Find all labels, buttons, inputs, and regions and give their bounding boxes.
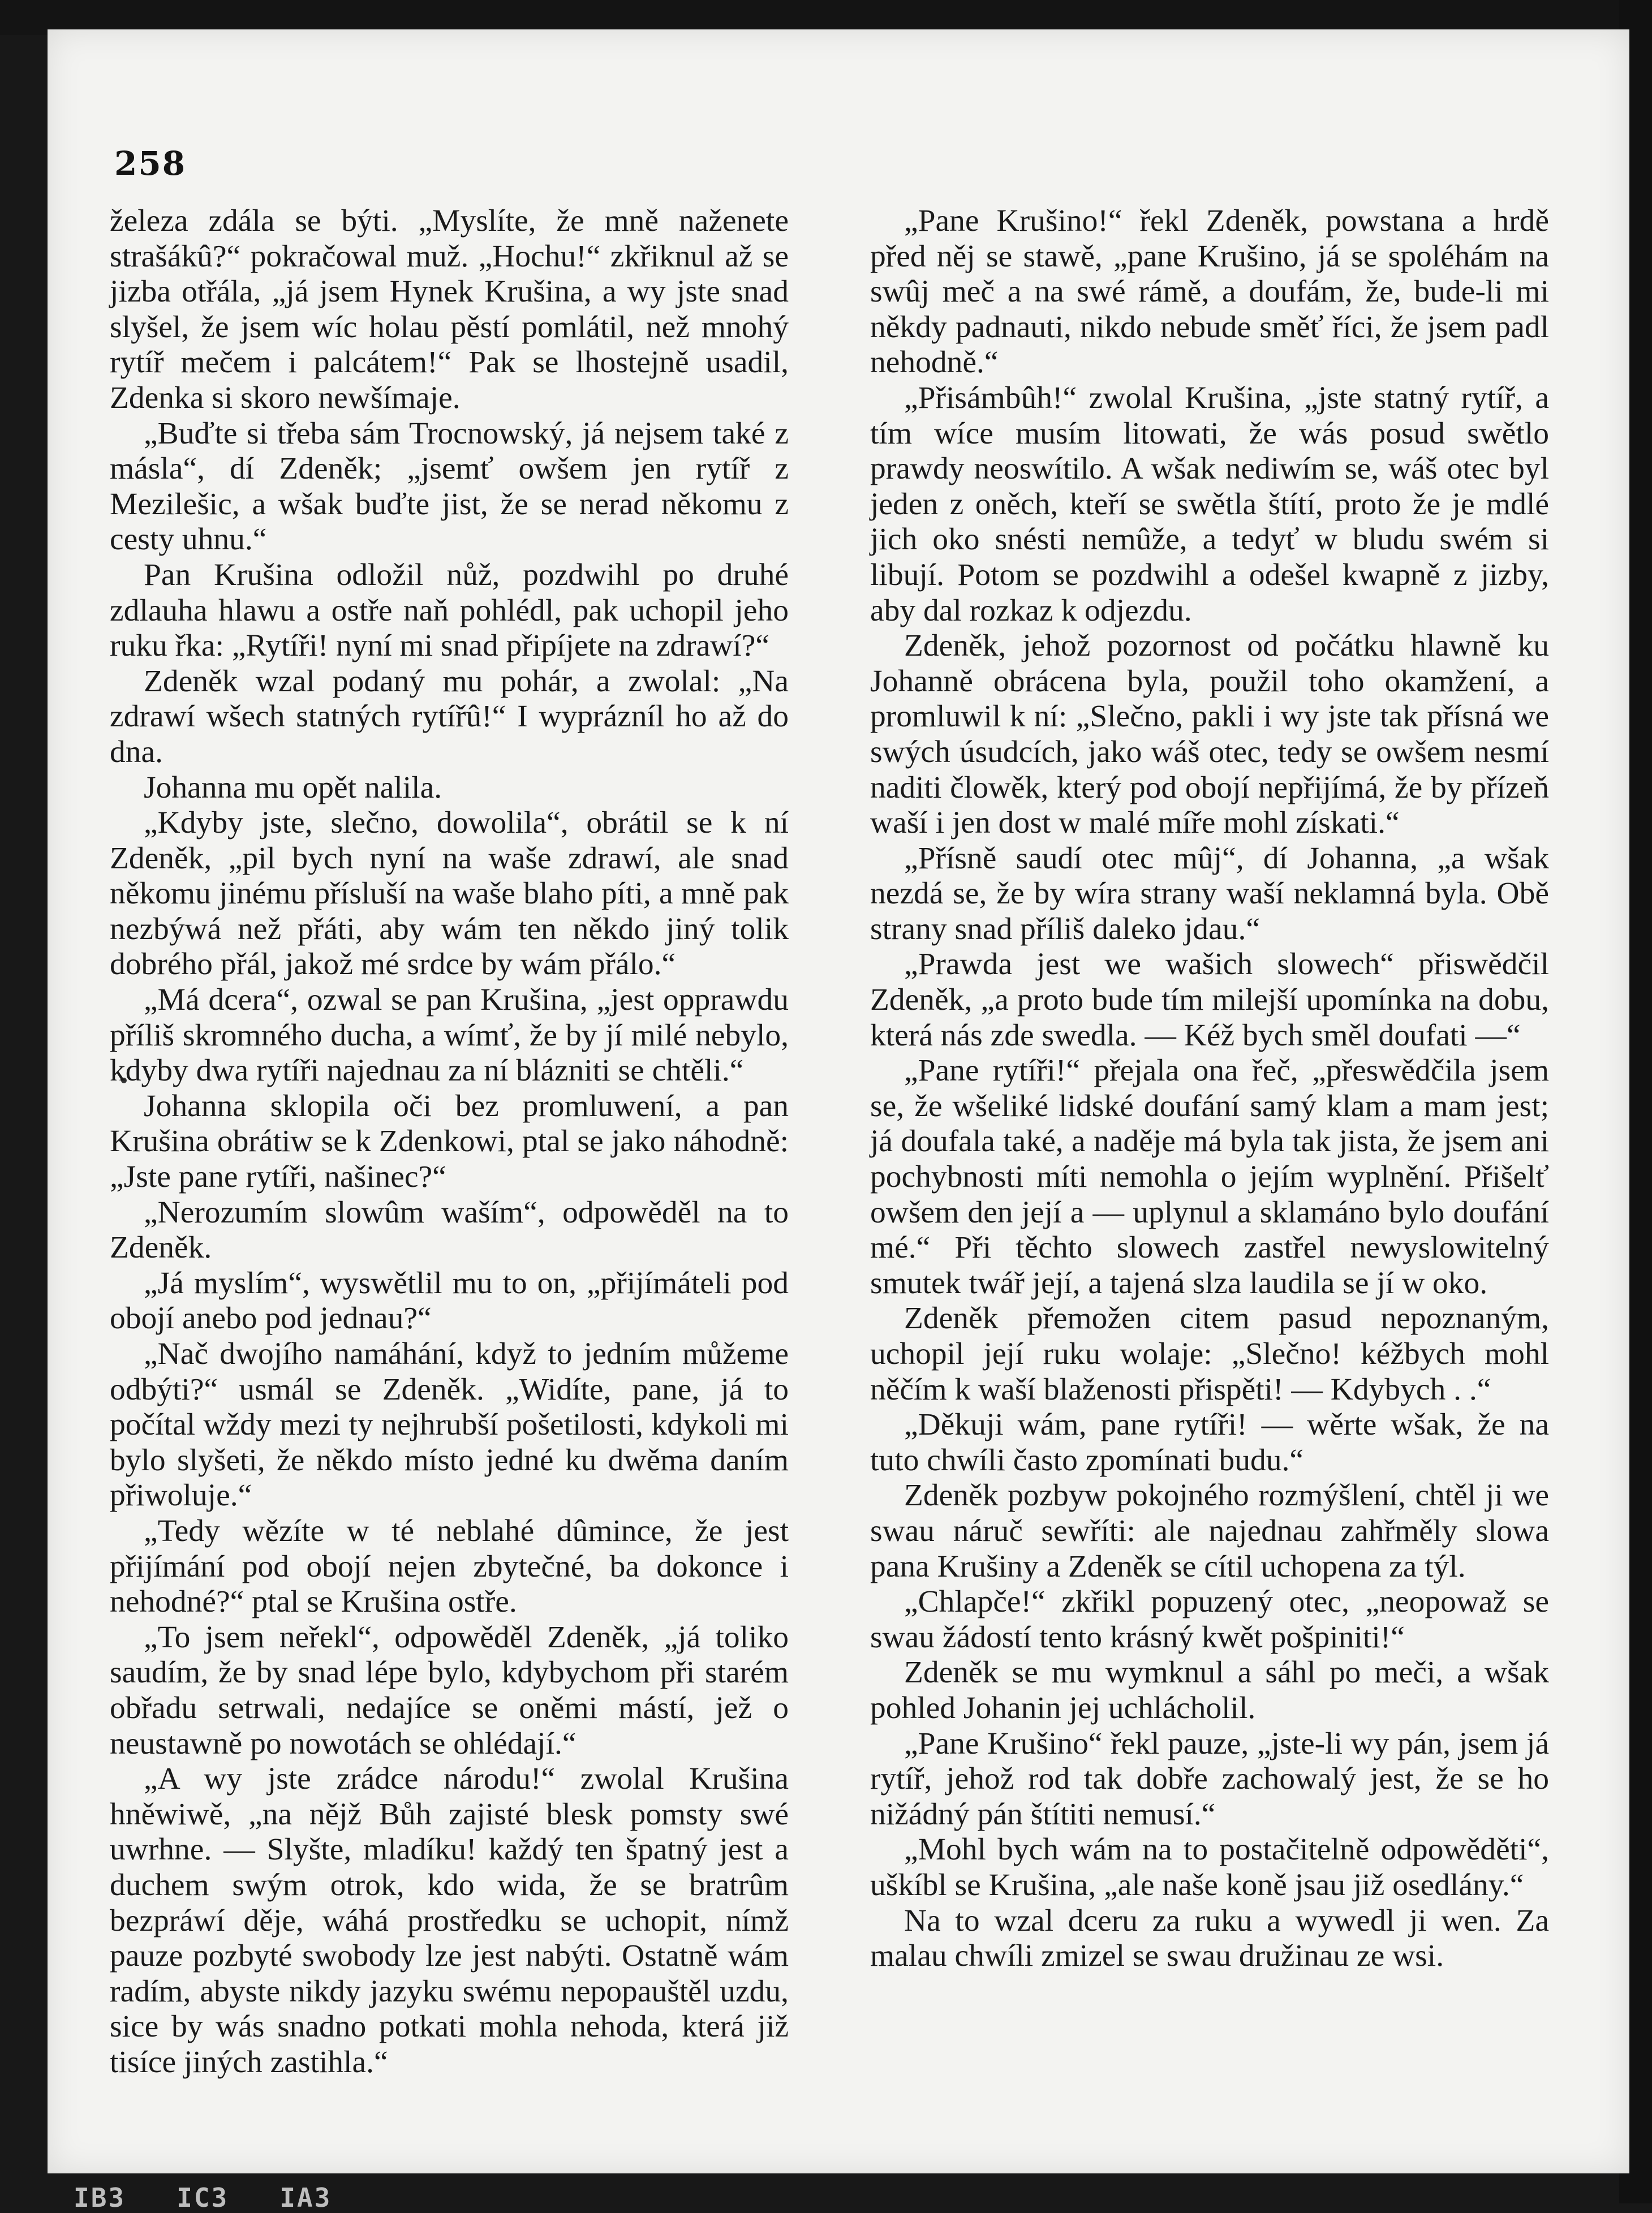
paragraph: železa zdála se býti. „Myslíte, že mně naženete strašákû?“ pokračowal muž. „Hochu!“ zkřiknul až se jizba otřála, „já jsem Hynek Krušina, a wy jste snad slyšel, že jsem wíc holau pěstí pomlátil, než mnohý rytíř mečem i palcátem!“ Pak se lhostejně usadil, Zdenka si skoro newšímaje. <box>110 204 789 415</box>
paragraph: „Mohl bych wám na to postačitelně odpowěděti“, uškíbl se Krušina, „ale naše koně jsau již osedlány.“ <box>870 1832 1549 1902</box>
paragraph: „To jsem neřekl“, odpowěděl Zdeněk, „já toliko saudím, že by snad lépe bylo, kdybychom při starém obřadu setrwali, nedajíce se oněmi mástí, jež o neustawně po nowotách se ohlédají.“ <box>110 1620 789 1761</box>
paragraph: Zdeněk wzal podaný mu pohár, a zwolal: „Na zdrawí wšech statných rytířû!“ I wyprázníl ho až do dna. <box>110 664 789 769</box>
page-number: 258 <box>114 144 187 183</box>
scan-label: IC3 <box>177 2182 229 2213</box>
paragraph: Zdeněk přemožen citem pasud nepoznaným, uchopil její ruku wolaje: „Slečno! kéžbych mohl něčím k waší blaženosti přispěti! — Kdybych . .“ <box>870 1301 1549 1407</box>
paragraph: Zdeněk pozbyw pokojného rozmýšlení, chtěl ji we swau náruč sewříti: ale najednau zahřměly slowa pana Krušiny a Zdeněk se cítil uchopena za týl. <box>870 1478 1549 1584</box>
paragraph: „Tedy wězíte w té neblahé dûmince, že jest přijímání pod obojí nejen zbytečné, ba dokonce i nehodné?“ ptal se Krušina ostře. <box>110 1513 789 1620</box>
paragraph: „A wy jste zrádce národu!“ zwolal Krušina hněwiwě, „na nějž Bůh zajisté blesk pomsty swé uwrhne. — Slyšte, mladíku! každý ten špatný jest a duchem swým otrok, kdo wida, že se bratrûm bezpráwí děje, wáhá prostředku se uchopit, nímž pauze pozbyté swobody lze jest nabýti. Ostatně wám radím, abyste nikdy jazyku swému nepopauštěl uzdu, sice by wás snadno potkati mohla nehoda, která již tisíce jiných zastihla.“ <box>110 1762 789 2079</box>
paragraph: „Pane Krušino!“ řekl Zdeněk, powstana a hrdě před něj se stawě, „pane Krušino, já se spoléhám na swûj meč a na swé rámě, a doufám, že, bude-li mi někdy padnauti, nikdo nebude směť říci, že jsem padl nehodně.“ <box>870 204 1549 380</box>
paragraph: „Kdyby jste, slečno, dowolila“, obrátil se k ní Zdeněk, „pil bych nyní na waše zdrawí, ale snad někomu jinému přísluší na waše blaho píti, a mně pak nezbýwá než přáti, aby wám ten někdo jiný tolik dobrého přál, jakož mé srdce by wám přálo.“ <box>110 806 789 982</box>
paragraph: „Pane rytíři!“ přejala ona řeč, „přeswědčila jsem se, že wšeliké lidské doufání samý klam a mam jest; já doufala také, a naděje má byla tak jista, že jsem ani pochybnosti míti nemohla o jejím wyplnění. Přišelť owšem den její a — uplynul a sklamáno bylo doufání mé.“ Při těchto slowech zastřel newyslowitelný smutek twář její, a tajená slza laudila se jí w oko. <box>870 1053 1549 1301</box>
paragraph: „Přisámbûh!“ zwolal Krušina, „jste statný rytíř, a tím wíce musím litowati, že wás posud swětlo prawdy neoswítilo. A wšak nediwím se, wáš otec byl jeden z oněch, kteří se swětla štítí, proto že je mdlé jich oko snésti nemûže, a tedyť w bludu swém si libují. Potom se pozdwihl a odešel kwapně z jizby, aby dal rozkaz k odjezdu. <box>870 380 1549 628</box>
scan-frame-labels <box>74 2182 332 2213</box>
scan-label: IB3 <box>74 2182 126 2213</box>
paragraph: „Buďte si třeba sám Trocnowský, já nejsem také z másla“, dí Zdeněk; „jsemť owšem jen rytíř z Mezilešic, a wšak buďte jist, že se nerad někomu z cesty uhnu.“ <box>110 416 789 557</box>
paragraph: Johanna sklopila oči bez promluwení, a pan Krušina obrátiw se k Zdenkowi, ptal se jako náhodně: „Jste pane rytíři, našinec?“ <box>110 1088 789 1195</box>
right-text-column <box>870 204 1549 1974</box>
left-text-column <box>110 204 789 2080</box>
scan-label: IA3 <box>279 2182 332 2213</box>
paragraph: Zdeněk se mu wymknul a sáhl po meči, a wšak pohled Johanin jej uchlácholil. <box>870 1655 1549 1725</box>
paragraph: Johanna mu opět nalila. <box>144 770 442 805</box>
paragraph: „Děkuji wám, pane rytíři! — wěrte wšak, že na tuto chwíli často zpomínati budu.“ <box>870 1407 1549 1478</box>
paragraph: „Nač dwojího namáhání, když to jedním můžeme odbýti?“ usmál se Zdeněk. „Widíte, pane, já to počítal wždy mezi ty nejhrubší pošetilosti, kdykoli mi bylo slyšeti, že někdo místo jedné ku dwěma daním přiwoluje.“ <box>110 1337 789 1513</box>
paragraph: Na to wzal dceru za ruku a wywedl ji wen. Za malau chwíli zmizel se swau družinau ze wsi. <box>870 1903 1549 1974</box>
paragraph: „Má dcera“, ozwal se pan Krušina, „jest opprawdu příliš skromného ducha, a wímť, že by jí milé nebylo, kdyby dwa rytíři najednau za ní blázniti se chtěli.“ <box>110 983 789 1088</box>
paragraph: „Přísně saudí otec mûj“, dí Johanna, „a wšak nezdá se, že by wíra strany waší neklamná byla. Obě strany snad příliš daleko jdau.“ <box>870 841 1549 946</box>
paragraph: Pan Krušina odložil nůž, pozdwihl po druhé zdlauha hlawu a ostře naň pohlédl, pak uchopil jeho ruku řka: „Rytíři! nyní mi snad připíjete na zdrawí?“ <box>110 557 789 664</box>
paragraph: Zdeněk, jehož pozornost od počátku hlawně ku Johanně obrácena byla, použil toho okamžení, a promluwil k ní: „Slečno, pakli i wy jste tak přísná we swých úsudcích, jako wáš otec, tedy se owšem nesmí naditi člowěk, který pod obojí nepřijímá, že by přízeň waší i jen dost w malé míře mohl získati.“ <box>870 628 1549 841</box>
paragraph: „Prawda jest we wašich slowech“ přiswědčil Zdeněk, „a proto bude tím milejší upomínka na dobu, která nás zde swedla. — Kéž bych směl doufati —“ <box>870 947 1549 1053</box>
paragraph: „Nerozumím slowûm waším“, odpowěděl na to Zdeněk. <box>110 1195 789 1265</box>
paragraph: „Pane Krušino“ řekl pauze, „jste-li wy pán, jsem já rytíř, jehož rod tak dobře zachowalý jest, že se ho nižádný pán štítiti nemusí.“ <box>870 1726 1549 1832</box>
paragraph: „Já myslím“, wyswětlil mu to on, „přijímáteli pod obojí anebo pod jednau?“ <box>110 1265 789 1336</box>
paragraph: „Chlapče!“ zkřikl popuzený otec, „neopowaž se swau žádostí tento krásný kwět pošpiniti!“ <box>870 1585 1549 1655</box>
